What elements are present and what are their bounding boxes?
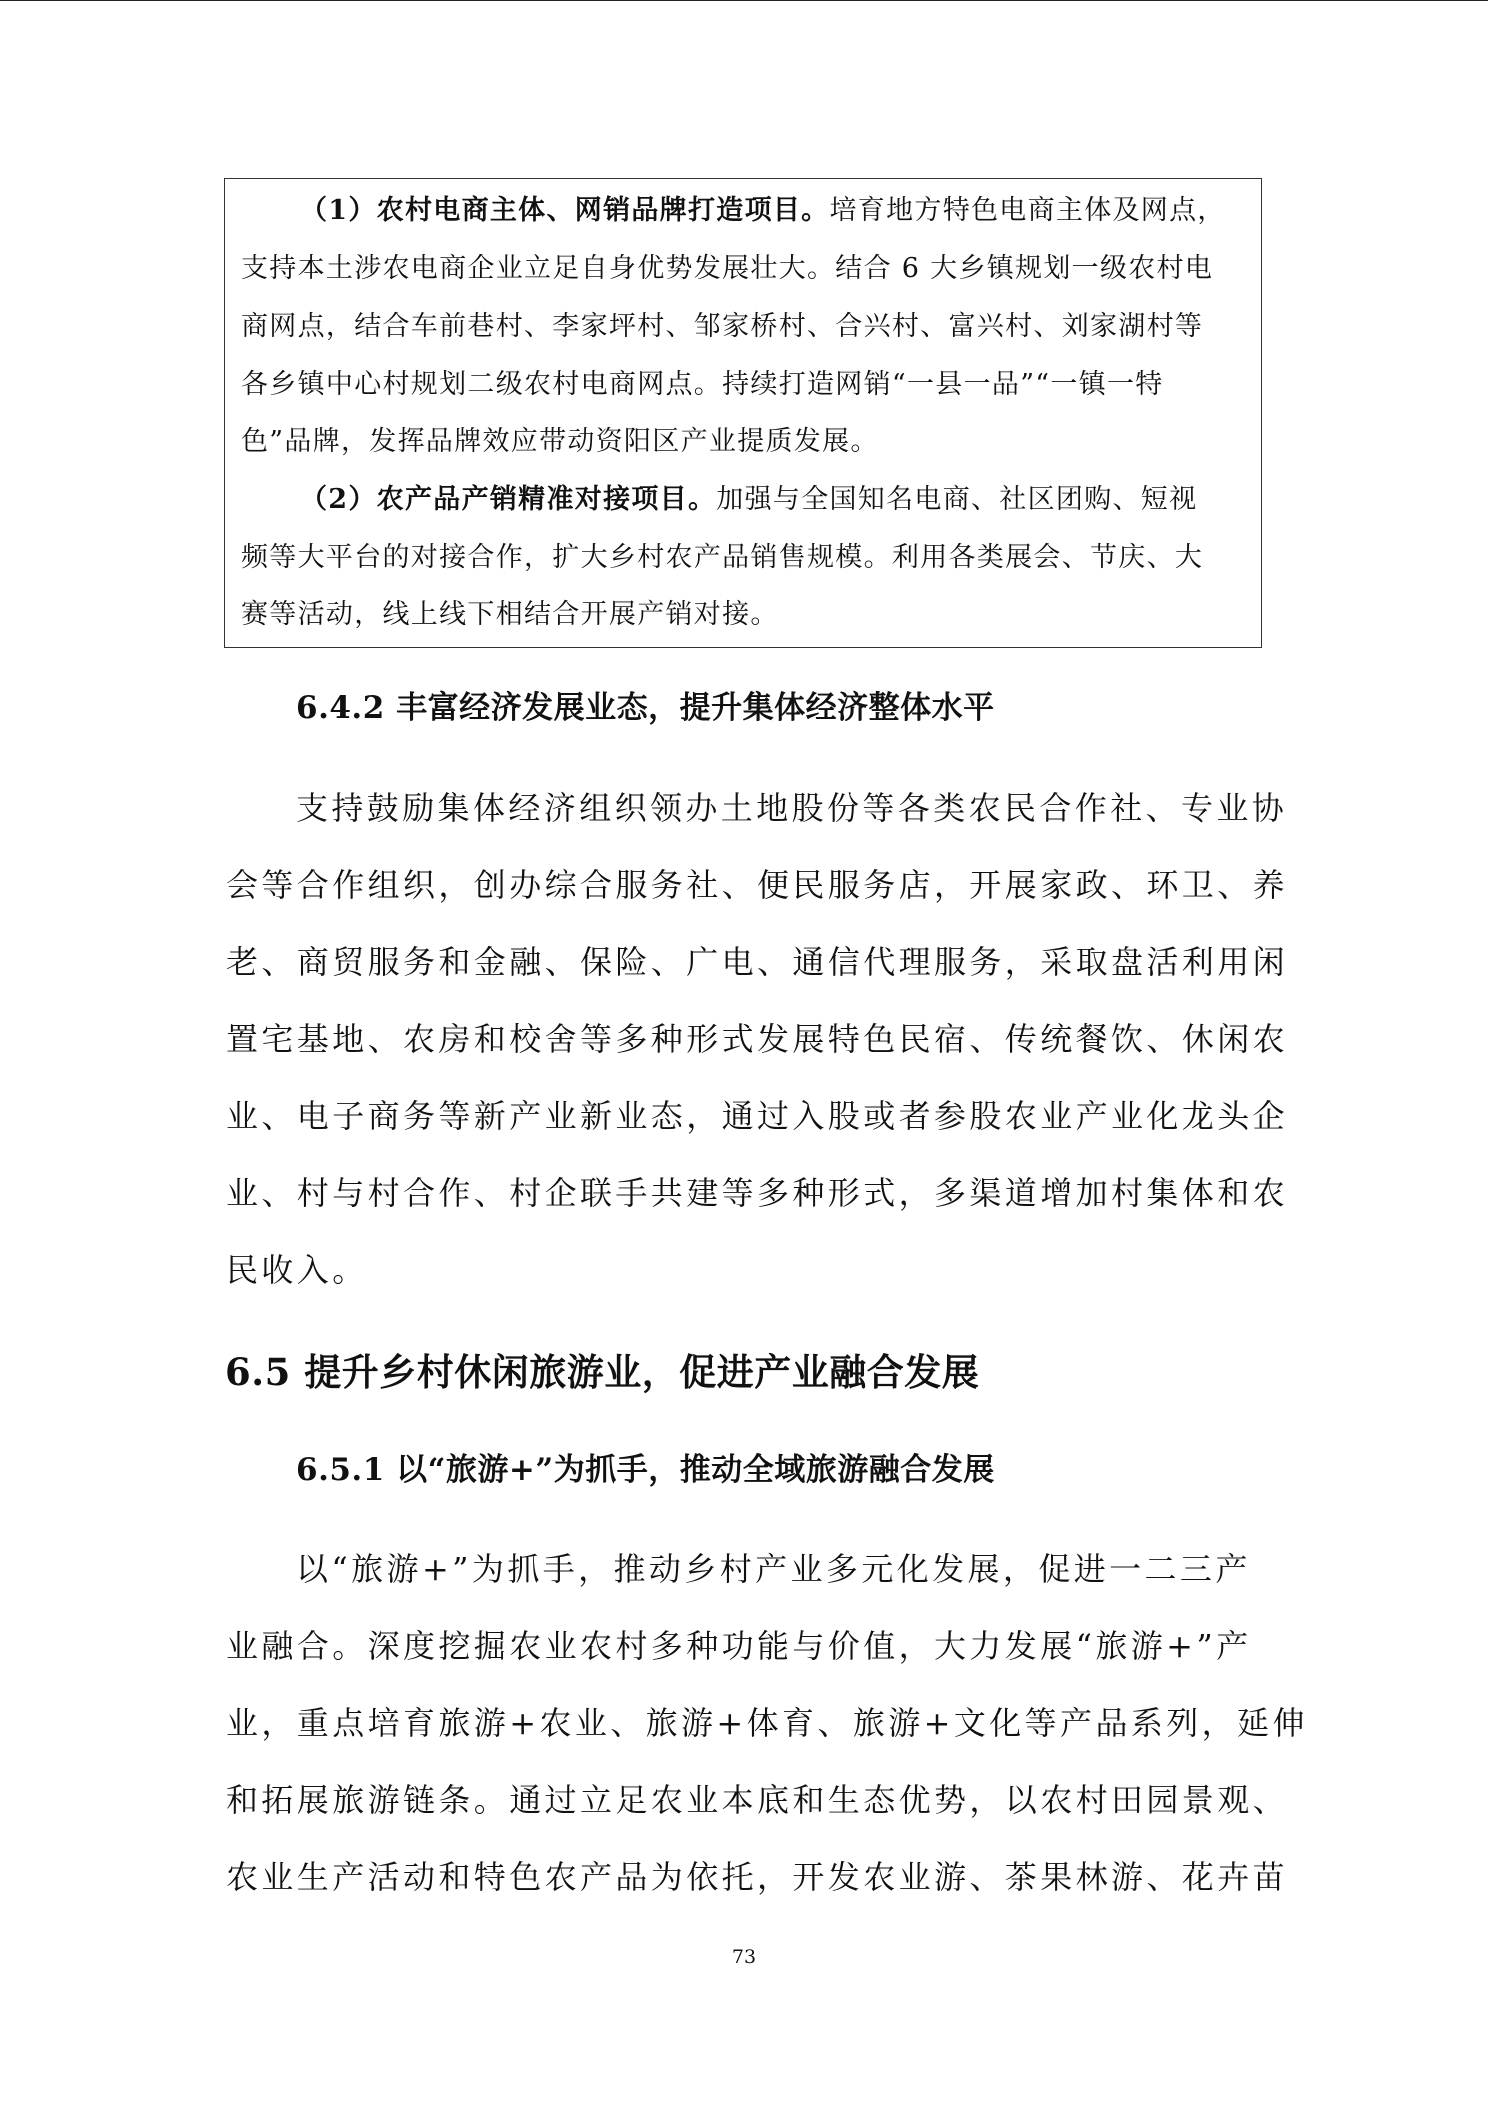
section-heading-6-5: 6.5 提升乡村休闲旅游业，促进产业融合发展 xyxy=(225,1350,980,1394)
project-item-2-text: 加强与全国知名电商、社区团购、短视 xyxy=(716,484,1198,515)
paragraph-6-5-1-line: 农业生产活动和特色农产品为依托，开发农业游、茶果林游、花卉苗 xyxy=(226,1858,1289,1896)
project-item-1-line-5: 色”品牌，发挥品牌效应带动资阳区产业提质发展。 xyxy=(241,426,879,457)
project-item-1-text: 培育地方特色电商主体及网点， xyxy=(829,195,1226,226)
paragraph-6-4-2-line: 业、村与村合作、村企联手共建等多种形式，多渠道增加村集体和农 xyxy=(226,1174,1289,1212)
project-item-1-line-2: 支持本土涉农电商企业立足自身优势发展壮大。结合 6 大乡镇规划一级农村电 xyxy=(241,253,1214,284)
project-item-2-line-3: 赛等活动，线上线下相结合开展产销对接。 xyxy=(241,599,779,630)
section-heading-6-5-1: 6.5.1 以“旅游+”为抓手，推动全域旅游融合发展 xyxy=(296,1452,995,1488)
project-item-2-title: （2）农产品产销精准对接项目。 xyxy=(300,484,717,515)
project-item-1-line-1 xyxy=(300,196,1312,226)
paragraph-6-4-2-line: 民收入。 xyxy=(226,1251,368,1289)
project-box xyxy=(224,178,1262,648)
paragraph-6-5-1-line: 和拓展旅游链条。通过立足农业本底和生态优势，以农村田园景观、 xyxy=(226,1781,1289,1819)
paragraph-6-5-1-line: 业融合。深度挖掘农业农村多种功能与价值，大力发展“旅游+”产 xyxy=(226,1627,1252,1665)
project-item-1-title: （1）农村电商主体、网销品牌打造项目。 xyxy=(300,195,830,226)
paragraph-6-5-1-line: 以“旅游+”为抓手，推动乡村产业多元化发展，促进一二三产 xyxy=(296,1550,1251,1588)
project-item-1-line-4: 各乡镇中心村规划二级农村电商网点。持续打造网销“一县一品”“一镇一特 xyxy=(241,369,1164,400)
paragraph-6-5-1-line: 业，重点培育旅游+农业、旅游+体育、旅游+文化等产品系列，延伸 xyxy=(226,1704,1308,1742)
top-border-rule xyxy=(0,0,1488,1)
project-item-2-line-2: 频等大平台的对接合作，扩大乡村农产品销售规模。利用各类展会、节庆、大 xyxy=(241,542,1204,573)
paragraph-6-4-2-line: 支持鼓励集体经济组织领办土地股份等各类农民合作社、专业协 xyxy=(296,789,1288,827)
section-heading-6-4-2: 6.4.2 丰富经济发展业态，提升集体经济整体水平 xyxy=(296,690,995,726)
paragraph-6-4-2-line: 业、电子商务等新产业新业态，通过入股或者参股农业产业化龙头企 xyxy=(226,1097,1289,1135)
paragraph-6-4-2-line: 老、商贸服务和金融、保险、广电、通信代理服务，采取盘活利用闲 xyxy=(226,943,1289,981)
page-number: 73 xyxy=(731,1946,757,1968)
project-item-2-line-1 xyxy=(300,485,1312,515)
paragraph-6-4-2-line: 置宅基地、农房和校舍等多种形式发展特色民宿、传统餐饮、休闲农 xyxy=(226,1020,1289,1058)
paragraph-6-4-2-line: 会等合作组织，创办综合服务社、便民服务店，开展家政、环卫、养 xyxy=(226,866,1289,904)
project-item-1-line-3: 商网点，结合车前巷村、李家坪村、邹家桥村、合兴村、富兴村、刘家湖村等 xyxy=(241,311,1204,342)
